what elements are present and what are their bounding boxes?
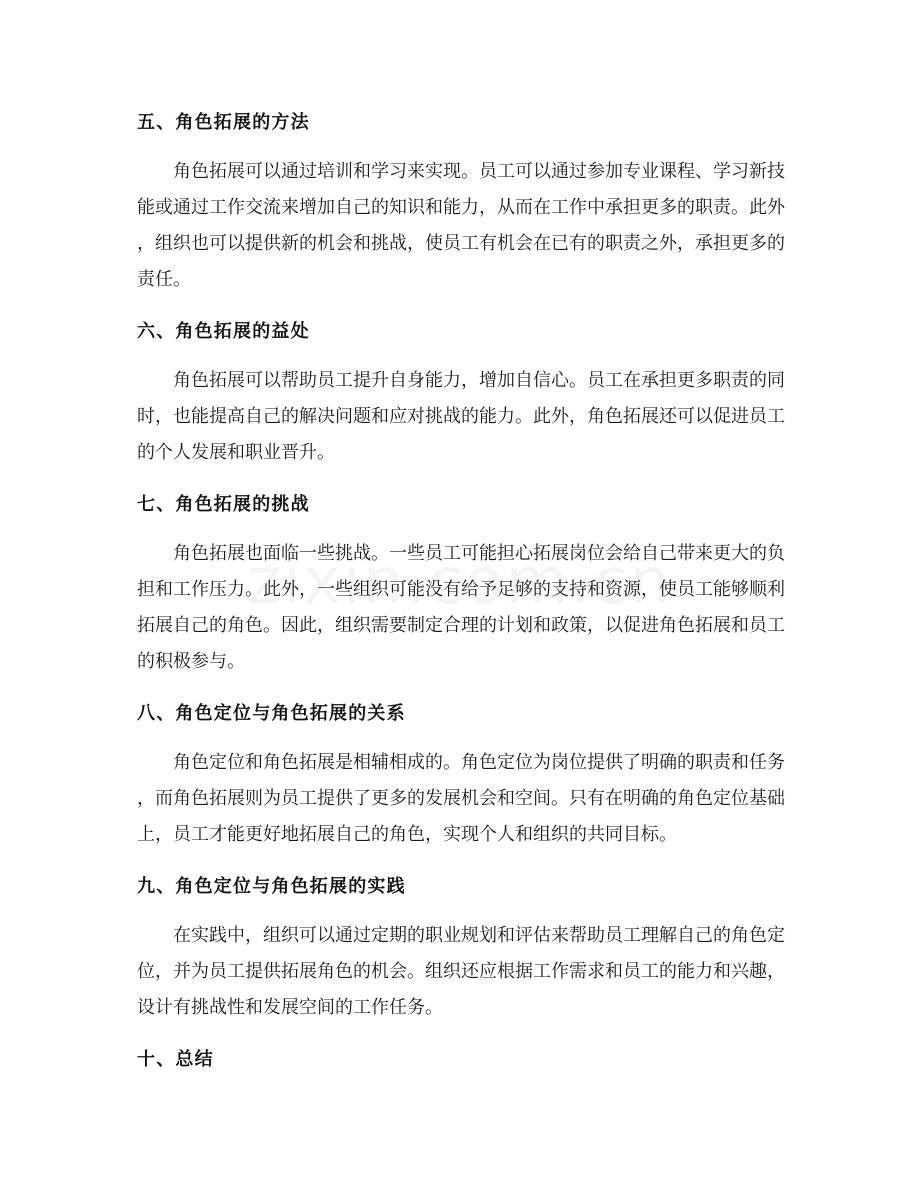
- paragraph-line: 角色拓展也面临一些挑战。一些员工可能担心拓展岗位会给自己带来更大的负: [173, 543, 785, 564]
- section-heading: 六、角色拓展的益处: [137, 321, 310, 342]
- paragraph-line: 上，员工才能更好地拓展自己的角色，实现个人和组织的共同目标。: [137, 824, 677, 845]
- paragraph-line: 设计有挑战性和发展空间的工作任务。: [137, 997, 443, 1018]
- paragraph-line: 担和工作压力。此外，一些组织可能没有给予足够的支持和资源，使员工能够顺利: [137, 579, 785, 600]
- document-page: [137, 105, 785, 1091]
- paragraph-line: 的积极参与。: [137, 651, 245, 672]
- paragraph-line: ，组织也可以提供新的机会和挑战，使员工有机会在已有的职责之外，承担更多的: [137, 233, 785, 254]
- paragraph-line: 在实践中，组织可以通过定期的职业规划和评估来帮助员工理解自己的角色定: [173, 925, 785, 946]
- paragraph-line: 角色拓展可以帮助员工提升自身能力，增加自信心。员工在承担更多职责的同: [173, 370, 785, 391]
- paragraph-line: 责任。: [137, 269, 191, 290]
- paragraph-line: 能或通过工作交流来增加自己的知识和能力，从而在工作中承担更多的职责。此外: [137, 197, 785, 218]
- section-heading: 五、角色拓展的方法: [137, 112, 310, 133]
- paragraph-line: 位，并为员工提供拓展角色的机会。组织还应根据工作需求和员工的能力和兴趣，: [137, 961, 785, 982]
- paragraph-line: 时，也能提高自己的解决问题和应对挑战的能力。此外，角色拓展还可以促进员工: [137, 406, 785, 427]
- section-paragraph: [137, 745, 785, 853]
- section-10: [137, 1042, 785, 1078]
- section-9: [137, 869, 785, 1026]
- paragraph-line: 角色定位和角色拓展是相辅相成的。角色定位为岗位提供了明确的职责和任务: [173, 752, 785, 773]
- section-8: [137, 696, 785, 853]
- section-paragraph: [137, 363, 785, 471]
- section-heading: 十、总结: [137, 1049, 214, 1070]
- section-heading: 七、角色拓展的挑战: [137, 494, 310, 515]
- section-heading: 八、角色定位与角色拓展的关系: [137, 703, 406, 724]
- section-heading: 九、角色定位与角色拓展的实践: [137, 876, 406, 897]
- paragraph-line: 角色拓展可以通过培训和学习来实现。员工可以通过参加专业课程、学习新技: [173, 161, 785, 182]
- section-paragraph: [137, 918, 785, 1026]
- paragraph-line: 拓展自己的角色。因此，组织需要制定合理的计划和政策，以促进角色拓展和员工: [137, 615, 785, 636]
- section-5: [137, 105, 785, 298]
- paragraph-line: ，而角色拓展则为员工提供了更多的发展机会和空间。只有在明确的角色定位基础: [137, 788, 785, 809]
- section-6: [137, 314, 785, 471]
- section-paragraph: [137, 154, 785, 298]
- section-7: [137, 487, 785, 680]
- paragraph-line: 的个人发展和职业晋升。: [137, 442, 335, 463]
- section-paragraph: [137, 536, 785, 680]
